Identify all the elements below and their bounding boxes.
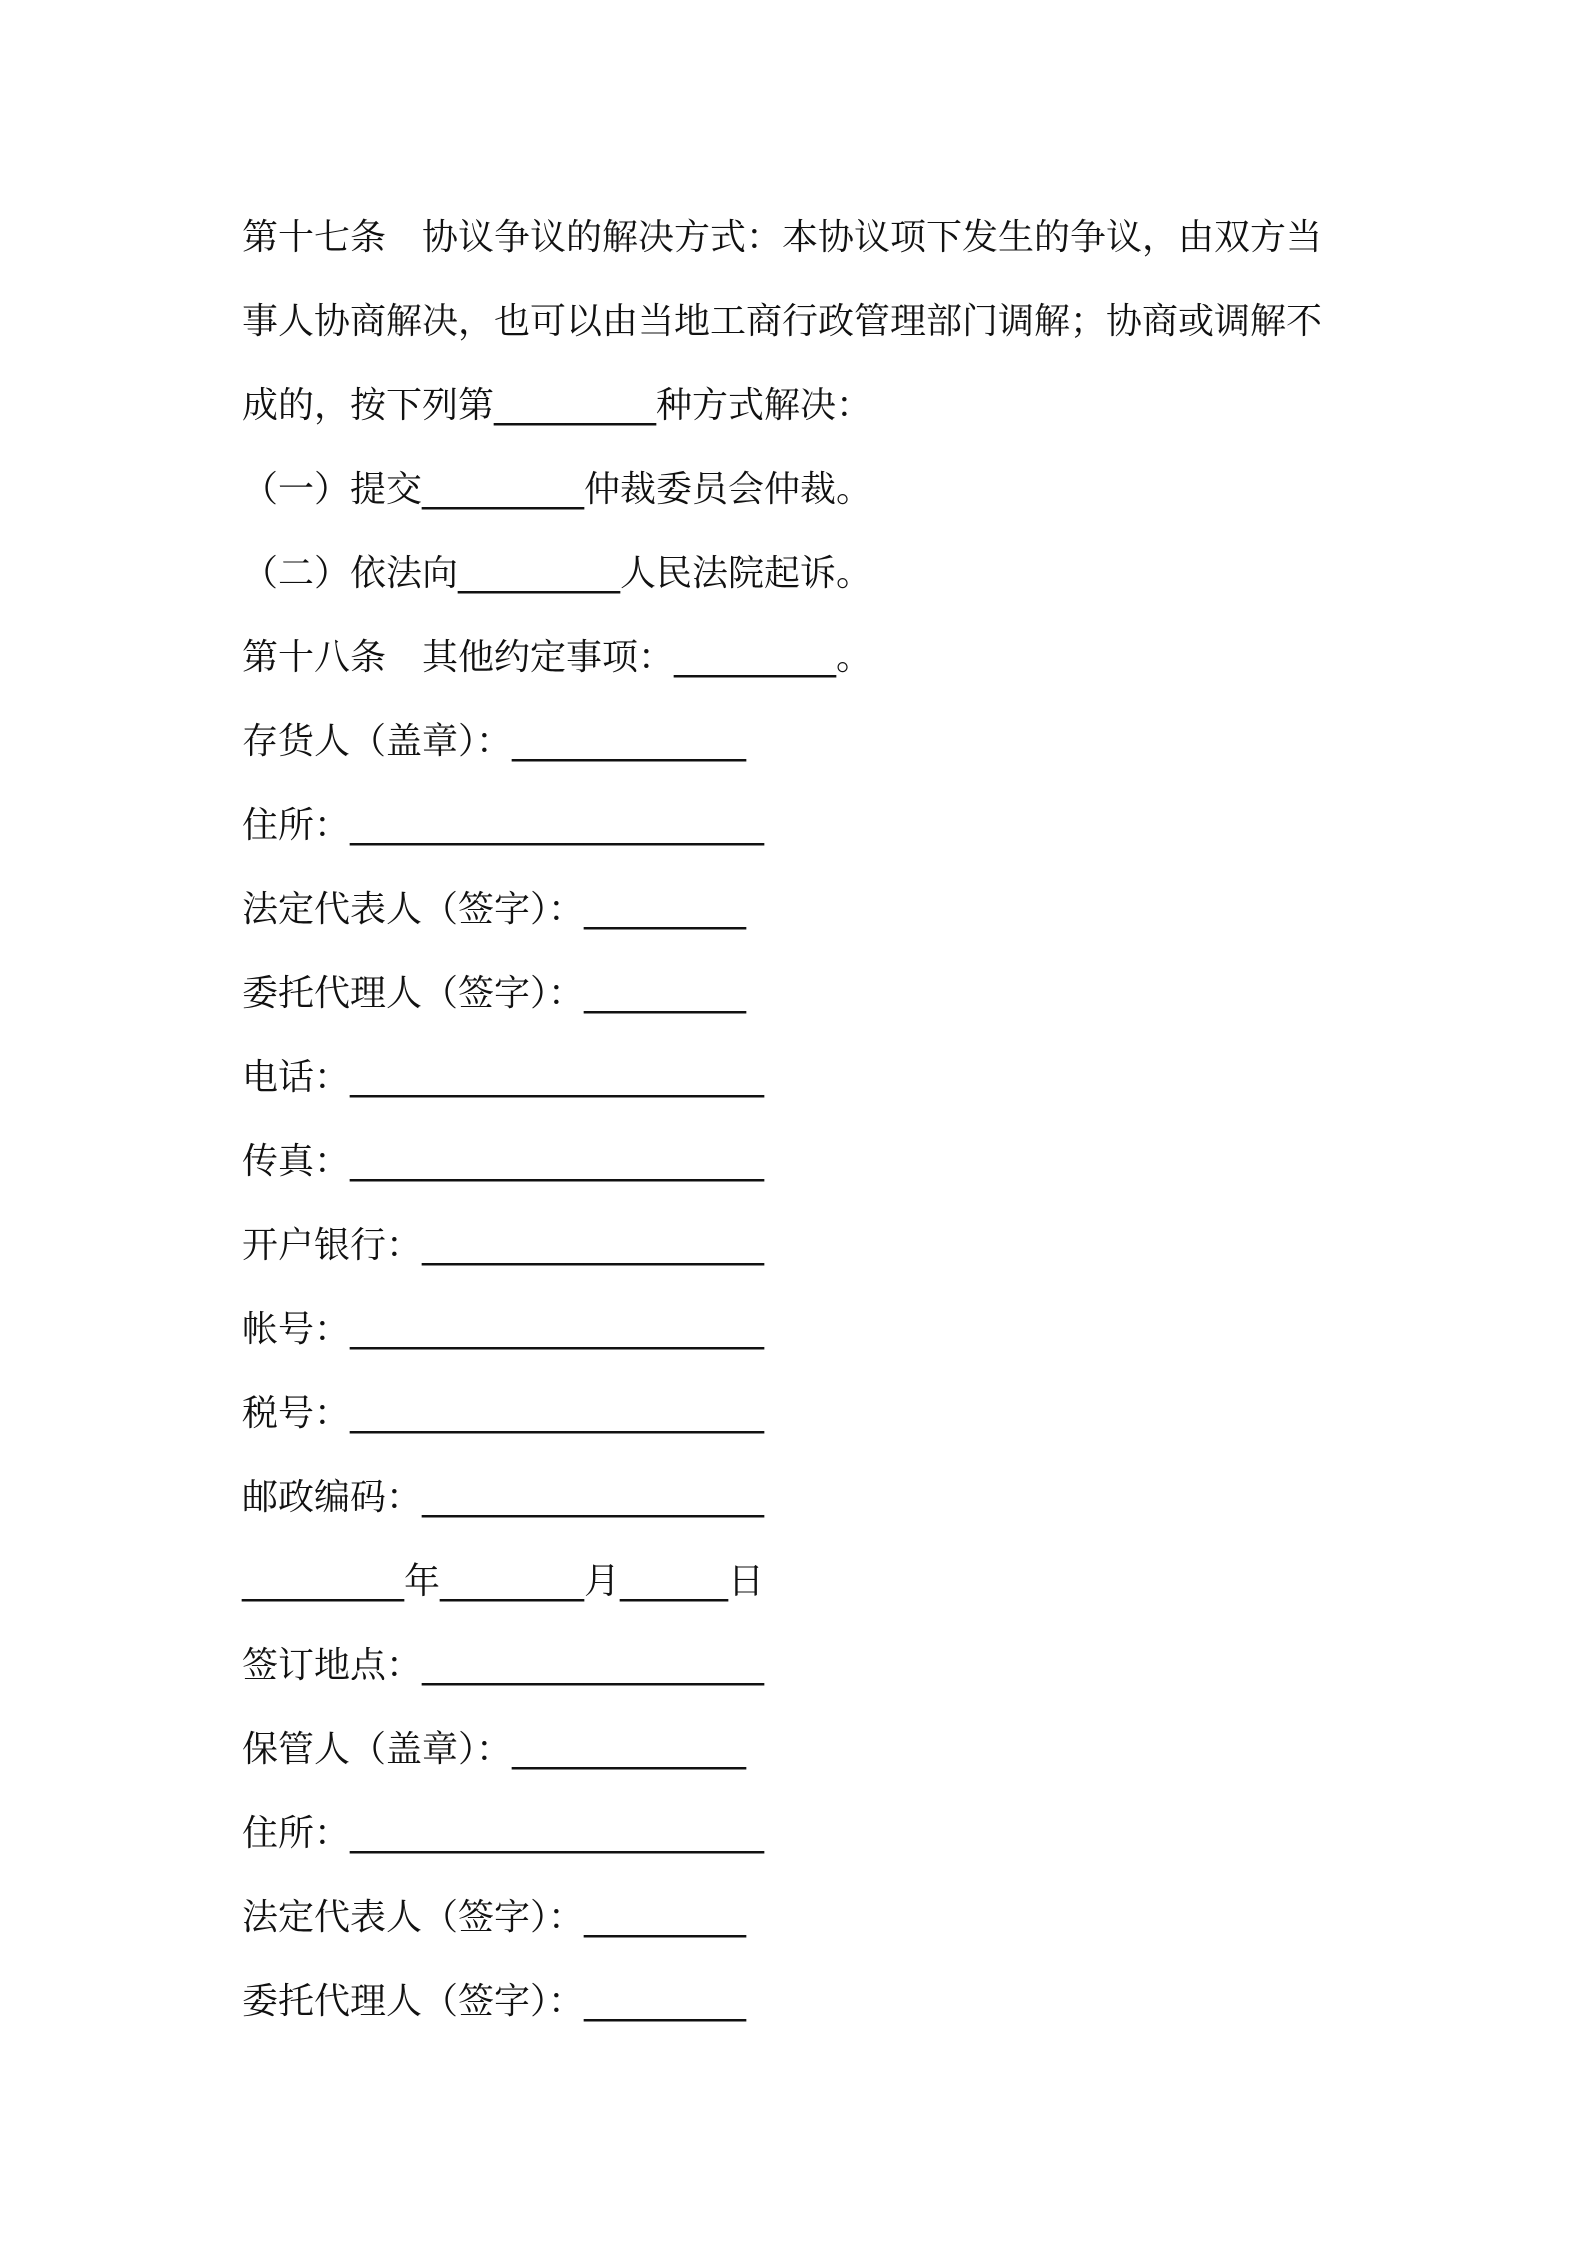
depositor-phone-field: 电话：_______________________	[242, 1057, 765, 1098]
sign-place-field: 签订地点：___________________	[242, 1645, 765, 1686]
depositor-legal-rep-field: 法定代表人（签字）：_________	[242, 889, 747, 930]
depositor-address-field: 住所：_______________________	[242, 805, 765, 846]
article-17-line-2: 事人协商解决，也可以由当地工商行政管理部门调解；协商或调解不	[242, 301, 1323, 342]
depositor-fax-field: 传真：_______________________	[242, 1141, 765, 1182]
date-field: _________年________月______日	[242, 1561, 764, 1602]
article-17-option-1: （一）提交_________仲裁委员会仲裁。	[242, 469, 873, 510]
depositor-postal-code-field: 邮政编码：___________________	[242, 1477, 765, 1518]
article-17-option-2: （二）依法向_________人民法院起诉。	[242, 553, 873, 594]
custodian-agent-field: 委托代理人（签字）：_________	[242, 1981, 747, 2022]
depositor-bank-field: 开户银行：___________________	[242, 1225, 765, 1266]
depositor-agent-field: 委托代理人（签字）：_________	[242, 973, 747, 1014]
custodian-seal-field: 保管人（盖章）：_____________	[242, 1729, 747, 1770]
article-17-line-1: 第十七条 协议争议的解决方式：本协议项下发生的争议，由双方当	[242, 217, 1323, 258]
custodian-legal-rep-field: 法定代表人（签字）：_________	[242, 1897, 747, 1938]
depositor-account-field: 帐号：_______________________	[242, 1309, 765, 1350]
depositor-tax-id-field: 税号：_______________________	[242, 1393, 765, 1434]
contract-body	[242, 196, 1362, 2044]
article-18: 第十八条 其他约定事项：_________。	[242, 637, 873, 678]
custodian-address-field: 住所：_______________________	[242, 1813, 765, 1854]
depositor-seal-field: 存货人（盖章）：_____________	[242, 721, 747, 762]
article-17-line-3: 成的，按下列第_________种方式解决：	[242, 385, 873, 426]
